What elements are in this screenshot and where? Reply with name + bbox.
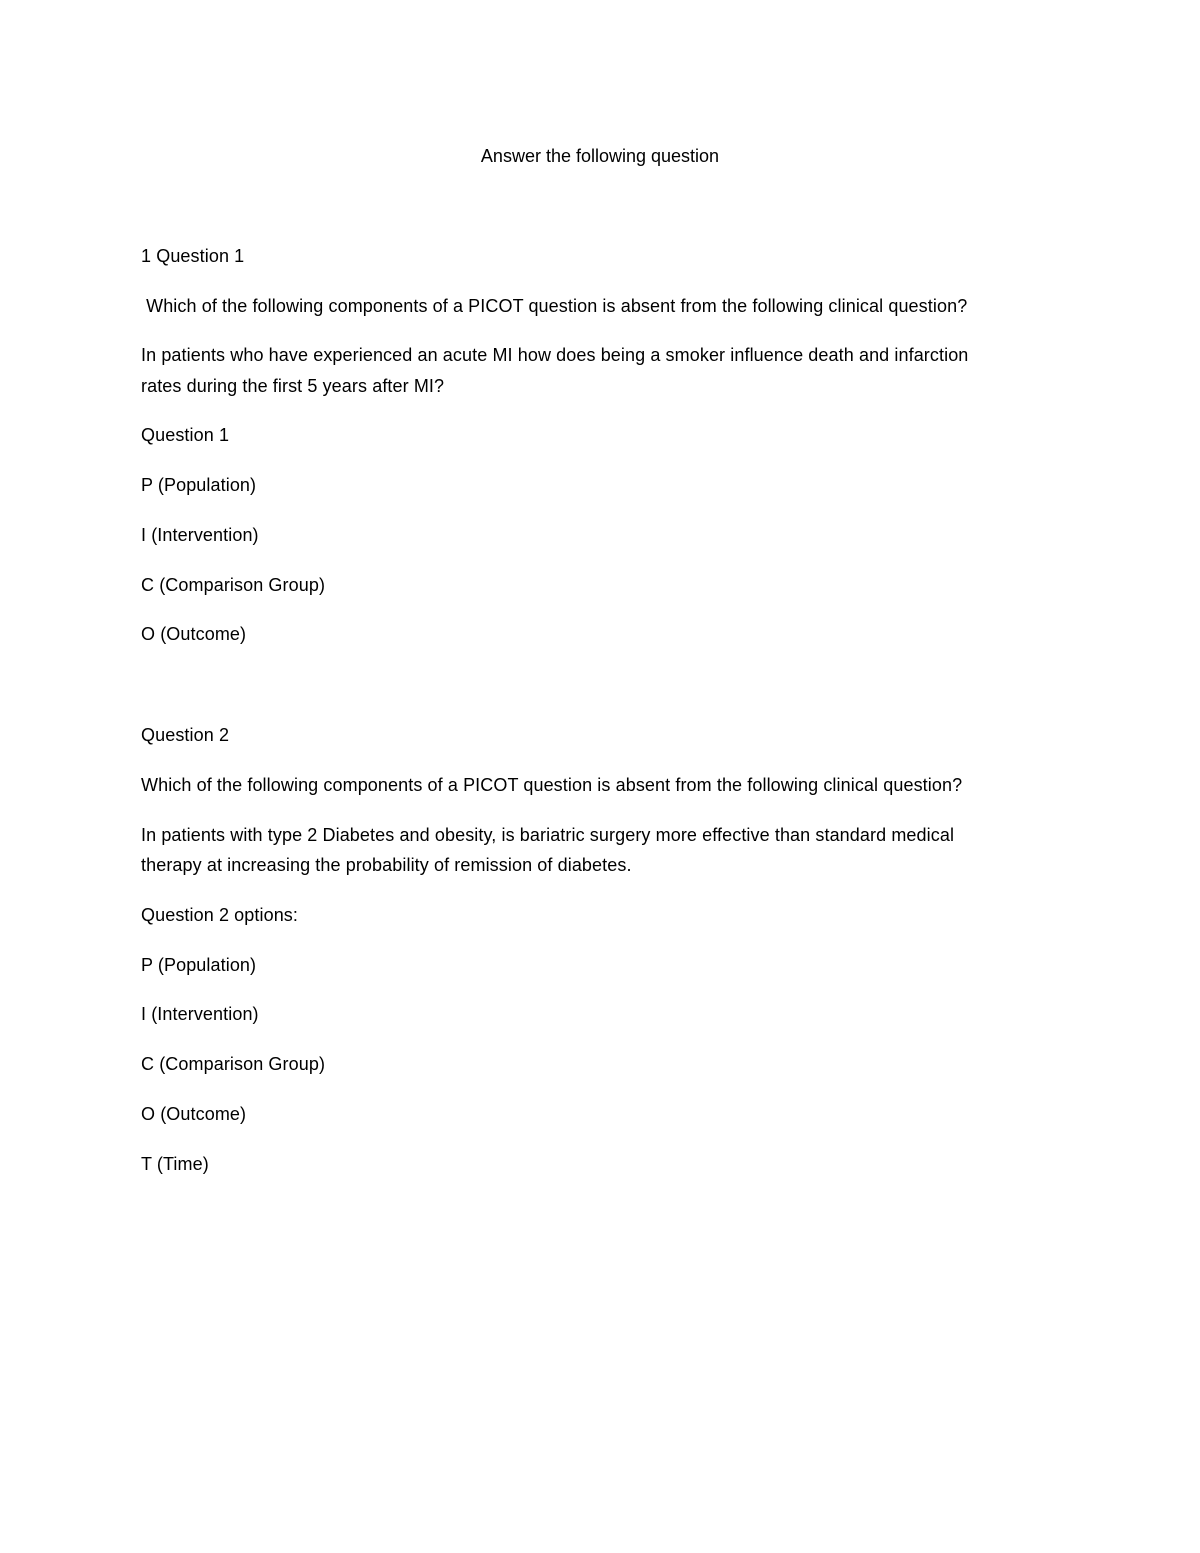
q1-options-heading: Question 1 [141, 425, 230, 445]
q2-clinical-line-2: therapy at increasing the probability of remission of diabetes. [141, 855, 632, 875]
q2-option-time: T (Time) [141, 1154, 209, 1174]
q2-options-heading: Question 2 options: [141, 905, 299, 925]
q2-option-intervention: I (Intervention) [141, 1004, 259, 1024]
q2-heading: Question 2 [141, 725, 230, 745]
document-title: Answer the following question [480, 146, 720, 166]
q1-heading: 1 Question 1 [141, 246, 245, 266]
q2-option-outcome: O (Outcome) [141, 1104, 247, 1124]
q1-prompt: Which of the following components of a PICOT question is absent from the following clinical question? [141, 296, 968, 316]
q2-option-population: P (Population) [141, 955, 257, 975]
q1-option-population: P (Population) [141, 475, 257, 495]
q1-option-comparison: C (Comparison Group) [141, 575, 326, 595]
q1-clinical-line-2: rates during the first 5 years after MI? [141, 376, 445, 396]
q1-option-intervention: I (Intervention) [141, 525, 259, 545]
q1-clinical-line-1: In patients who have experienced an acute MI how does being a smoker influence death and infarction [141, 345, 969, 365]
q2-clinical-line-1: In patients with type 2 Diabetes and obesity, is bariatric surgery more effective than standard medical [141, 825, 955, 845]
q2-prompt: Which of the following components of a PICOT question is absent from the following clinical question? [141, 775, 963, 795]
q1-option-outcome: O (Outcome) [141, 624, 247, 644]
q2-option-comparison: C (Comparison Group) [141, 1054, 326, 1074]
